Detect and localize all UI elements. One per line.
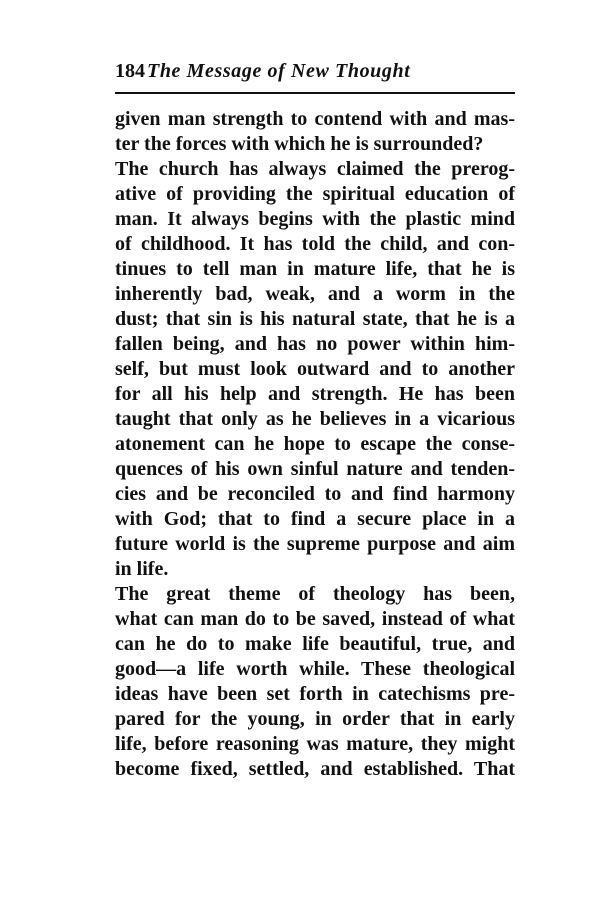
- text-line: ideas have been set forth in catechisms pre-: [115, 683, 515, 705]
- text-line: The church has always claimed the prerog-: [115, 158, 515, 180]
- text-line: good—a life worth while. These theological: [115, 658, 515, 680]
- text-line: cies and be reconciled to and find harmony: [115, 483, 515, 505]
- page-body-text: [115, 107, 515, 782]
- text-line: man. It always begins with the plastic mind: [115, 208, 515, 230]
- text-line: self, but must look outward and to another: [115, 358, 515, 380]
- text-line: in life.: [115, 558, 169, 580]
- text-line: taught that only as he believes in a vicarious: [115, 408, 515, 430]
- text-line: future world is the supreme purpose and aim: [115, 533, 515, 555]
- text-line: The great theme of theology has been,: [115, 583, 515, 605]
- text-line: quences of his own sinful nature and tenden-: [115, 458, 515, 480]
- text-line: with God; that to find a secure place in a: [115, 508, 515, 530]
- text-line: for all his help and strength. He has been: [115, 383, 515, 405]
- running-title: The Message of New Thought: [147, 60, 411, 82]
- text-line: inherently bad, weak, and a worm in the: [115, 283, 515, 305]
- text-line: can he do to make life beautiful, true, and: [115, 633, 515, 655]
- text-line: dust; that sin is his natural state, that he is a: [115, 308, 515, 330]
- text-line: pared for the young, in order that in early: [115, 708, 515, 730]
- header-rule: [115, 92, 515, 94]
- text-line: what can man do to be saved, instead of what: [115, 608, 515, 630]
- running-header: [115, 60, 515, 86]
- page-number: 184: [115, 60, 145, 82]
- text-line: ter the forces with which he is surrounded?: [115, 133, 484, 155]
- text-line: tinues to tell man in mature life, that he is: [115, 258, 515, 280]
- text-line: of childhood. It has told the child, and con-: [115, 233, 515, 255]
- text-line: given man strength to contend with and mas-: [115, 108, 515, 130]
- text-line: atonement can he hope to escape the conse-: [115, 433, 515, 455]
- text-line: life, before reasoning was mature, they might: [115, 733, 515, 755]
- text-line: become fixed, settled, and established. That: [115, 758, 515, 780]
- text-line: ative of providing the spiritual education of: [115, 183, 515, 205]
- text-line: fallen being, and has no power within him-: [115, 333, 515, 355]
